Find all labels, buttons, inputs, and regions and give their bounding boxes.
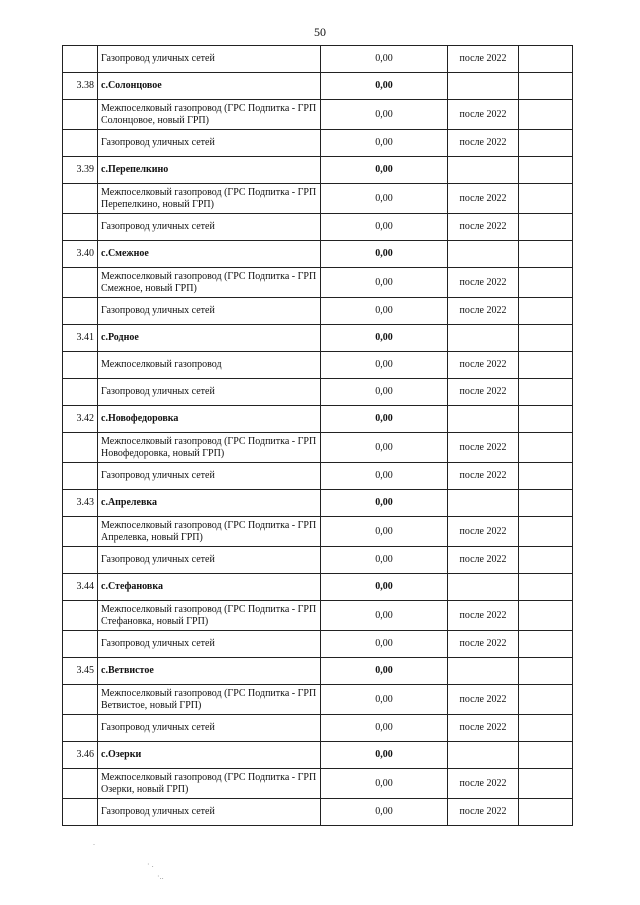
row-number: 3.42 (63, 406, 98, 433)
pipeline-row (63, 517, 573, 547)
row-extra (519, 214, 573, 241)
settlement-row (63, 241, 573, 268)
page-number: 50 (314, 25, 326, 39)
row-value: 0,00 (321, 769, 448, 799)
row-year (448, 241, 519, 268)
pipeline-row (63, 352, 573, 379)
row-name: Газопровод уличных сетей (98, 379, 321, 406)
settlement-row (63, 574, 573, 601)
row-extra (519, 268, 573, 298)
row-extra (519, 574, 573, 601)
row-extra (519, 184, 573, 214)
row-number (63, 433, 98, 463)
row-extra (519, 490, 573, 517)
row-name: с.Солонцовое (98, 73, 321, 100)
row-year: после 2022 (448, 547, 519, 574)
row-name: Газопровод уличных сетей (98, 631, 321, 658)
row-value: 0,00 (321, 547, 448, 574)
scan-mark: · . (147, 860, 154, 869)
row-value: 0,00 (321, 100, 448, 130)
settlement-row (63, 658, 573, 685)
row-extra (519, 769, 573, 799)
row-name: с.Апрелевка (98, 490, 321, 517)
row-name: Газопровод уличных сетей (98, 799, 321, 826)
row-year: после 2022 (448, 268, 519, 298)
row-extra (519, 433, 573, 463)
row-year: после 2022 (448, 769, 519, 799)
row-value: 0,00 (321, 715, 448, 742)
pipeline-row (63, 433, 573, 463)
row-year: после 2022 (448, 685, 519, 715)
row-number (63, 547, 98, 574)
row-name: Газопровод уличных сетей (98, 547, 321, 574)
row-year: после 2022 (448, 433, 519, 463)
row-extra (519, 517, 573, 547)
row-number: 3.43 (63, 490, 98, 517)
row-name: с.Озерки (98, 742, 321, 769)
row-year: после 2022 (448, 100, 519, 130)
row-number (63, 184, 98, 214)
row-extra (519, 352, 573, 379)
row-year (448, 325, 519, 352)
row-value: 0,00 (321, 742, 448, 769)
row-number (63, 463, 98, 490)
row-name: Газопровод уличных сетей (98, 298, 321, 325)
row-value: 0,00 (321, 463, 448, 490)
row-extra (519, 463, 573, 490)
scan-mark: . (93, 838, 95, 847)
row-name: Межпоселковый газопровод (ГРС Подпитка - ГРП Стефановка, новый ГРП) (98, 601, 321, 631)
row-number: 3.40 (63, 241, 98, 268)
row-extra (519, 325, 573, 352)
row-value: 0,00 (321, 157, 448, 184)
row-value: 0,00 (321, 631, 448, 658)
pipeline-row (63, 298, 573, 325)
row-number (63, 631, 98, 658)
gas-pipeline-table (62, 45, 573, 826)
row-number: 3.44 (63, 574, 98, 601)
row-extra (519, 100, 573, 130)
pipeline-row (63, 547, 573, 574)
row-year (448, 574, 519, 601)
row-number (63, 298, 98, 325)
row-year (448, 406, 519, 433)
row-extra (519, 379, 573, 406)
row-name: Межпоселковый газопровод (98, 352, 321, 379)
row-value: 0,00 (321, 799, 448, 826)
row-year: после 2022 (448, 631, 519, 658)
row-number (63, 799, 98, 826)
row-year: после 2022 (448, 352, 519, 379)
row-number (63, 214, 98, 241)
pipeline-row (63, 214, 573, 241)
row-name: Межпоселковый газопровод (ГРС Подпитка - ГРП Апрелевка, новый ГРП) (98, 517, 321, 547)
row-extra (519, 631, 573, 658)
row-number: 3.41 (63, 325, 98, 352)
row-extra (519, 742, 573, 769)
row-name: Межпоселковый газопровод (ГРС Подпитка - ГРП Ветвистое, новый ГРП) (98, 685, 321, 715)
row-name: Межпоселковый газопровод (ГРС Подпитка - ГРП Новофедоровка, новый ГРП) (98, 433, 321, 463)
row-year: после 2022 (448, 298, 519, 325)
pipeline-row (63, 100, 573, 130)
row-value: 0,00 (321, 184, 448, 214)
row-year: после 2022 (448, 517, 519, 547)
row-number (63, 379, 98, 406)
row-year (448, 658, 519, 685)
row-extra (519, 547, 573, 574)
row-extra (519, 241, 573, 268)
row-extra (519, 298, 573, 325)
row-name: Газопровод уличных сетей (98, 130, 321, 157)
pipeline-row (63, 463, 573, 490)
pipeline-row (63, 685, 573, 715)
row-extra (519, 130, 573, 157)
pipeline-row (63, 769, 573, 799)
row-name: Межпоселковый газопровод (ГРС Подпитка - ГРП Солонцовое, новый ГРП) (98, 100, 321, 130)
pipeline-row (63, 268, 573, 298)
settlement-row (63, 73, 573, 100)
row-value: 0,00 (321, 517, 448, 547)
pipeline-row (63, 631, 573, 658)
row-value: 0,00 (321, 73, 448, 100)
row-name: Межпоселковый газопровод (ГРС Подпитка - ГРП Смежное, новый ГРП) (98, 268, 321, 298)
pipeline-row (63, 46, 573, 73)
row-extra (519, 799, 573, 826)
pipeline-row (63, 379, 573, 406)
row-extra (519, 658, 573, 685)
settlement-row (63, 157, 573, 184)
row-name: с.Новофедоровка (98, 406, 321, 433)
row-name: с.Перепелкино (98, 157, 321, 184)
row-name: Газопровод уличных сетей (98, 46, 321, 73)
row-year (448, 742, 519, 769)
row-name: с.Родное (98, 325, 321, 352)
row-value: 0,00 (321, 130, 448, 157)
row-name: Газопровод уличных сетей (98, 214, 321, 241)
row-number (63, 715, 98, 742)
row-value: 0,00 (321, 406, 448, 433)
settlement-row (63, 490, 573, 517)
pipeline-row (63, 184, 573, 214)
row-number (63, 46, 98, 73)
row-year: после 2022 (448, 379, 519, 406)
row-number (63, 352, 98, 379)
row-name: Газопровод уличных сетей (98, 463, 321, 490)
row-extra (519, 601, 573, 631)
pipeline-row (63, 601, 573, 631)
row-number (63, 100, 98, 130)
row-year: после 2022 (448, 214, 519, 241)
settlement-row (63, 742, 573, 769)
row-year (448, 73, 519, 100)
row-year: после 2022 (448, 799, 519, 826)
row-number: 3.46 (63, 742, 98, 769)
row-extra (519, 46, 573, 73)
row-number (63, 685, 98, 715)
row-year (448, 490, 519, 517)
row-number (63, 769, 98, 799)
pipeline-row (63, 715, 573, 742)
row-number (63, 268, 98, 298)
row-year: после 2022 (448, 463, 519, 490)
row-value: 0,00 (321, 241, 448, 268)
row-year: после 2022 (448, 715, 519, 742)
row-value: 0,00 (321, 352, 448, 379)
row-year: после 2022 (448, 130, 519, 157)
row-extra (519, 406, 573, 433)
row-value: 0,00 (321, 601, 448, 631)
row-year: после 2022 (448, 46, 519, 73)
row-value: 0,00 (321, 298, 448, 325)
pipeline-row (63, 799, 573, 826)
row-number (63, 130, 98, 157)
scan-mark: ·.. (157, 872, 164, 881)
row-value: 0,00 (321, 325, 448, 352)
row-year (448, 157, 519, 184)
row-value: 0,00 (321, 268, 448, 298)
row-number (63, 601, 98, 631)
row-name: с.Стефановка (98, 574, 321, 601)
row-name: Межпоселковый газопровод (ГРС Подпитка - ГРП Перепелкино, новый ГРП) (98, 184, 321, 214)
row-name: с.Ветвистое (98, 658, 321, 685)
row-extra (519, 715, 573, 742)
row-name: Газопровод уличных сетей (98, 715, 321, 742)
row-number: 3.39 (63, 157, 98, 184)
pipeline-row (63, 130, 573, 157)
row-extra (519, 157, 573, 184)
row-value: 0,00 (321, 433, 448, 463)
row-number (63, 517, 98, 547)
settlement-row (63, 325, 573, 352)
row-number: 3.38 (63, 73, 98, 100)
row-year: после 2022 (448, 184, 519, 214)
row-value: 0,00 (321, 490, 448, 517)
row-number: 3.45 (63, 658, 98, 685)
row-value: 0,00 (321, 574, 448, 601)
row-year: после 2022 (448, 601, 519, 631)
row-name: с.Смежное (98, 241, 321, 268)
row-value: 0,00 (321, 685, 448, 715)
row-extra (519, 685, 573, 715)
settlement-row (63, 406, 573, 433)
row-value: 0,00 (321, 658, 448, 685)
row-name: Межпоселковый газопровод (ГРС Подпитка - ГРП Озерки, новый ГРП) (98, 769, 321, 799)
row-value: 0,00 (321, 46, 448, 73)
table-body (63, 46, 573, 826)
row-value: 0,00 (321, 214, 448, 241)
row-extra (519, 73, 573, 100)
row-value: 0,00 (321, 379, 448, 406)
